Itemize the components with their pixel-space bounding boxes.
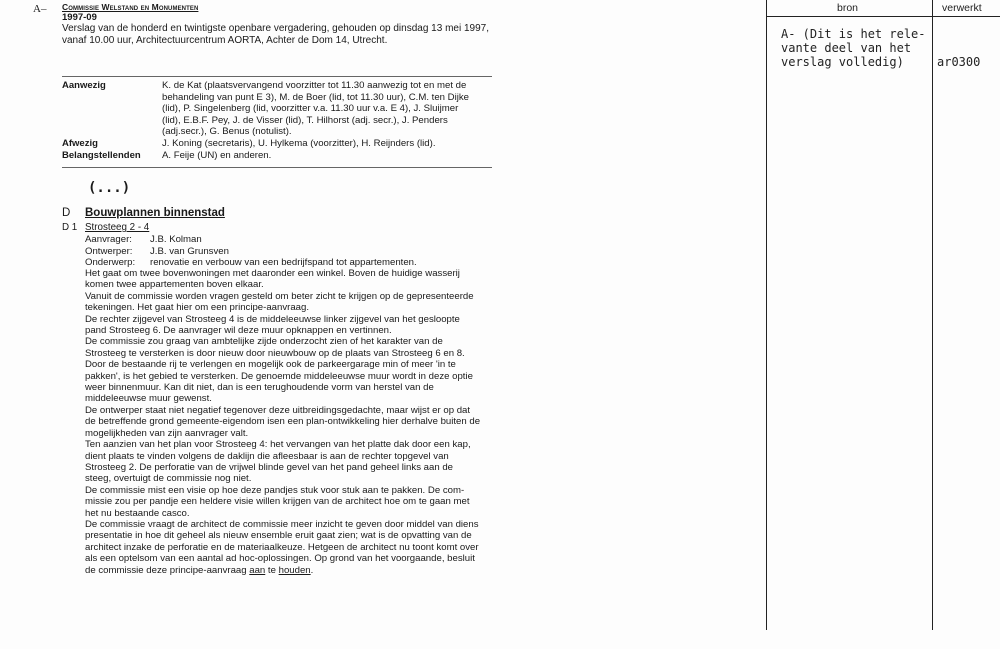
decision-prefix: de commissie deze principe-aanvraag — [85, 564, 250, 576]
body-line: Strosteeg 2. De perforatie van de vrijwel blinde gevel van het pand geheel links aan de — [85, 461, 453, 473]
body-line: als een optelsom van een aantal ad hoc-oplossingen. Op grond van het voorgaande, besluit — [85, 553, 475, 565]
source-line: verslag volledig) — [781, 55, 904, 69]
field-label: Onderwerp: — [85, 257, 136, 268]
body-line: Ten aanzien van het plan voor Strosteeg 4: het vervangen van het platte dak door een kap, — [85, 439, 471, 451]
column-header-source: bron — [837, 2, 859, 14]
divider — [62, 167, 492, 168]
decision-suffix: . — [310, 564, 314, 576]
column-header-processed: verwerkt — [942, 2, 982, 14]
intro-line: Verslag van de honderd en twintigste openbare vergadering, gehouden op dinsdag 13 mei 1997, — [62, 23, 489, 34]
field-value: J.B. van Grunsven — [150, 245, 229, 257]
source-note — [781, 27, 926, 69]
item-title: Strosteeg 2 - 4 — [85, 222, 150, 233]
present-line: behandeling van punt E 3), M. de Boer (lid, tot 11.30 uur), C.M. ten Dijke — [162, 91, 469, 103]
organization-name: Commissie Welstand en Monumenten — [62, 2, 199, 12]
header-rule — [766, 16, 1000, 17]
body-line: architect inzake de perforatie en de materiaalkeuze. Hetgeen de architect nu toont komt over — [85, 541, 479, 553]
body-line: het nu bestaande casco. — [85, 507, 190, 519]
body-line: De commissie vraagt de architect de commissie meer inzicht te geven door middel van diens — [85, 518, 479, 530]
present-line: (lid), E.B.F. Pey, J. de Visser (lid), T. Hilhorst (adj. secr.), J. Penders — [162, 114, 448, 126]
divider — [62, 76, 492, 77]
body-line: dient plaats te vinden volgens de daklijn die afleesbaar is aan de rechter topgevel van — [85, 450, 449, 462]
body-line: middeleeuwse muur gewenst. — [85, 393, 212, 405]
intro — [62, 23, 489, 47]
absent-list: J. Koning (secretaris), U. Hylkema (voorzitter), H. Reijnders (lid). — [162, 138, 436, 149]
present-line: (lid), P. Singelenberg (lid, voorzitter v.a. 11.30 uur v.a. E 4), J. Sluijmer — [162, 103, 459, 114]
decision-word2: houden — [278, 564, 311, 576]
field-label: Aanvrager: — [85, 234, 132, 245]
body-line: komen twee appartementen boven elkaar. — [85, 279, 264, 291]
body-line: weer binnenmuur. Kan dit niet, dan is een terughoudende vorm van herstel van de — [85, 382, 434, 394]
body-line: pakken', is het gebied te versterken. De genoemde middeleeuwse muur wordt in deze optie — [85, 370, 473, 382]
decision-mid: te — [265, 564, 279, 576]
item-code: D 1 — [62, 222, 78, 233]
body-line: Vanuit de commissie worden vragen gesteld om beter zicht te krijgen op de gepresenteerde — [85, 290, 474, 302]
present-list — [162, 80, 469, 138]
interested-list: A. Feije (UN) en anderen. — [162, 150, 272, 161]
body-line: de betreffende grond gemeente-eigendom isen een plan-ontwikkeling hier derhalve buiten de — [85, 416, 481, 428]
ellipsis: (...) — [88, 180, 131, 196]
body-line: Strosteeg te versterken is door nieuw door nieuwbouw op de plaats van Strosteeg 6 en 8. — [85, 347, 465, 359]
body-line: tekeningen. Het gaat hier om een principe-aanvraag. — [85, 302, 309, 314]
field-value: J.B. Kolman — [150, 234, 202, 245]
field-label: Ontwerper: — [85, 245, 133, 257]
body-line: Door de bestaande rij te verlengen en mogelijk ook de parkeergarage min of meer 'in te — [85, 359, 456, 371]
body-line: pand Strosteeg 6. De aanvrager wil deze muur opknappen en vertinnen. — [85, 325, 392, 337]
body-line: presentatie in hoe dit geheel als nieuw ensemble eruit gaat zien; wat is de opvatting van de — [85, 530, 472, 542]
item-body — [85, 268, 480, 576]
section-title: Bouwplannen binnenstad — [85, 207, 225, 219]
present-line: K. de Kat (plaatsvervangend voorzitter tot 11.30 aanwezig tot en met de — [162, 80, 467, 91]
body-line: De commissie zou graag van ambtelijke zijde onderzocht zien of het karakter van de — [85, 336, 443, 348]
body-line: missie zou per pandje een heldere visie willen krijgen van de architect hoe om te gaan met — [85, 496, 470, 508]
source-line: A- (Dit is het rele- — [781, 27, 926, 41]
body-line: Het gaat om twee bovenwoningen met daaronder een winkel. Boven de huidige wasserij — [85, 268, 460, 279]
body-line: steeg, overtuigt de commissie nog niet. — [85, 473, 252, 485]
body-line: De commissie mist een visie op hoe deze pandjes stuk voor stuk aan te pakken. De com- — [85, 484, 465, 496]
body-line: De rechter zijgevel van Strosteeg 4 is de middeleeuwse linker zijgevel van het gesloopte — [85, 313, 460, 325]
column-divider — [932, 0, 933, 630]
body-line-decision — [85, 565, 480, 576]
body-line: mogelijkheden van zijn aanvrager valt. — [85, 427, 249, 439]
processed-code: ar0300 — [937, 55, 981, 69]
reference-number: 1997-09 — [62, 12, 97, 23]
source-line: vante deel van het — [781, 41, 912, 55]
margin-mark: A– — [33, 3, 47, 15]
absent-label: Afwezig — [62, 138, 98, 149]
field-value: renovatie en verbouw van een bedrijfspand tot appartementen. — [150, 257, 417, 268]
present-line: (adj.secr.), G. Benus (notulist). — [162, 126, 292, 137]
section-code: D — [62, 207, 71, 219]
column-divider — [766, 0, 767, 630]
interested-label: Belangstellenden — [62, 150, 141, 161]
decision-word1: aan — [249, 564, 266, 576]
present-label: Aanwezig — [62, 80, 106, 91]
intro-line: vanaf 10.00 uur, Architectuurcentrum AORTA, Achter de Dom 14, Utrecht. — [62, 35, 388, 46]
body-line: De ontwerper staat niet negatief tegenover deze uitbreidingsgedachte, maar wijst er op dat — [85, 404, 471, 416]
